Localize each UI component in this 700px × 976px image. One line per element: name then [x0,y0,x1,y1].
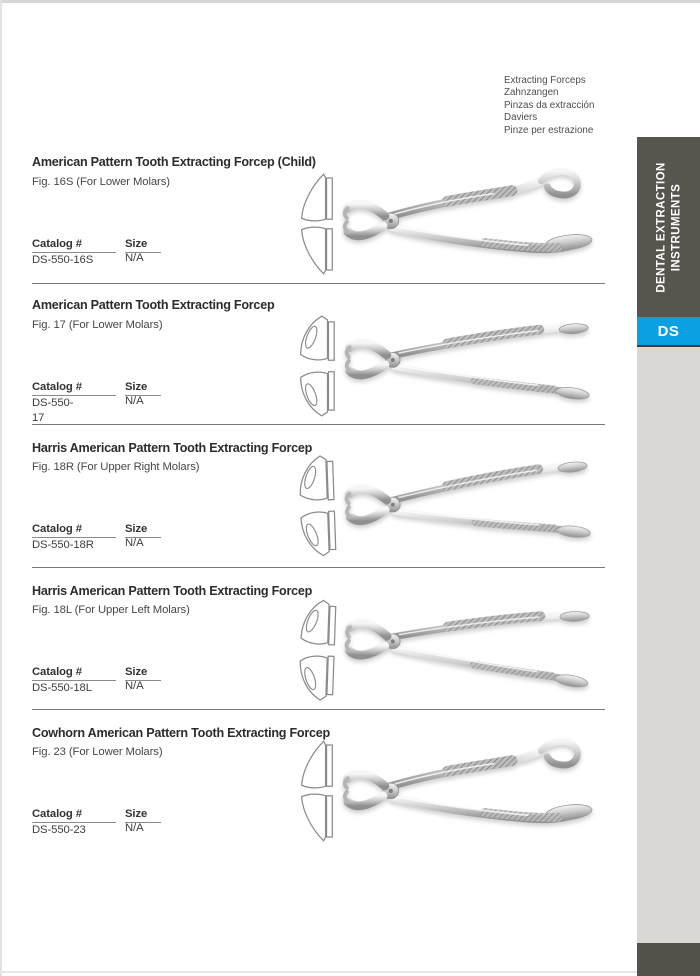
page-edge-bottom [0,971,637,973]
tip-outline-drawing [291,595,341,705]
product-title: Cowhorn American Pattern Tooth Extracting Forcep [32,726,330,740]
size-value: N/A [125,537,144,549]
tip-outline-drawing [293,737,339,845]
size-header-label: Size [125,666,161,681]
language-line-es: Pinzas da extracción [504,99,595,111]
language-line-en: Extracting Forceps [504,75,586,86]
size-header-label: Size [125,238,161,253]
separator-line [32,709,605,710]
size-value: N/A [125,252,144,264]
forceps-photo [336,445,601,557]
section-code-label: DS [657,322,680,340]
separator-line [32,567,605,568]
size-value: N/A [125,680,144,692]
category-label-line2: INSTRUMENTS [669,183,682,271]
product-title: American Pattern Tooth Extracting Forcep (Child) [32,155,316,169]
product-title: Harris American Pattern Tooth Extracting Forcep [32,584,313,598]
forceps-photo [338,735,600,838]
catalog-number: DS-550-18L [32,682,92,694]
language-line-fr: Daviers [504,112,538,124]
size-header-label: Size [125,523,161,538]
tip-outline-drawing [293,312,339,420]
product-figure: Fig. 18R (For Upper Right Molars) [32,461,200,473]
catalog-number-line2: 17 [32,412,45,424]
catalog-number: DS-550-23 [32,824,86,836]
language-line-it: Pinze per estrazione [504,124,594,136]
catalog-number: DS-550-16S [32,254,94,266]
language-list [504,75,594,137]
forceps-photo [338,165,600,268]
separator-line [32,283,605,284]
language-line-de: Zahnzangen [504,87,559,99]
category-label-line1: DENTAL EXTRACTION [654,161,667,293]
size-header-label: Size [125,381,161,396]
category-tab-label [637,137,700,317]
section-code-tab [637,317,700,347]
tip-outline-drawing [291,451,341,561]
product-title: Harris American Pattern Tooth Extracting Forcep [32,441,313,455]
page-edge-left [0,0,2,976]
size-header-label: Size [125,808,161,823]
catalog-header-label: Catalog # [32,808,116,823]
page-edge-top [0,0,700,3]
catalog-header-label: Catalog # [32,523,116,538]
catalog-header-label: Catalog # [32,381,116,396]
product-figure: Fig. 16S (For Lower Molars) [32,176,170,188]
forceps-photo [338,308,600,411]
tip-outline-drawing [293,170,339,278]
product-figure: Fig. 18L (For Upper Left Molars) [32,604,190,616]
side-strip [637,347,700,943]
separator-line [32,424,605,425]
product-title: American Pattern Tooth Extracting Forcep [32,298,275,312]
size-value: N/A [125,395,144,407]
bottom-dark-block [637,943,700,976]
catalog-number: DS-550-18R [32,539,94,551]
product-figure: Fig. 23 (For Lower Molars) [32,746,163,758]
forceps-photo [336,587,601,699]
catalog-number: DS-550- [32,397,74,409]
catalog-header-label: Catalog # [32,666,116,681]
product-figure: Fig. 17 (For Lower Molars) [32,319,163,331]
size-value: N/A [125,822,144,834]
catalog-header-label: Catalog # [32,238,116,253]
